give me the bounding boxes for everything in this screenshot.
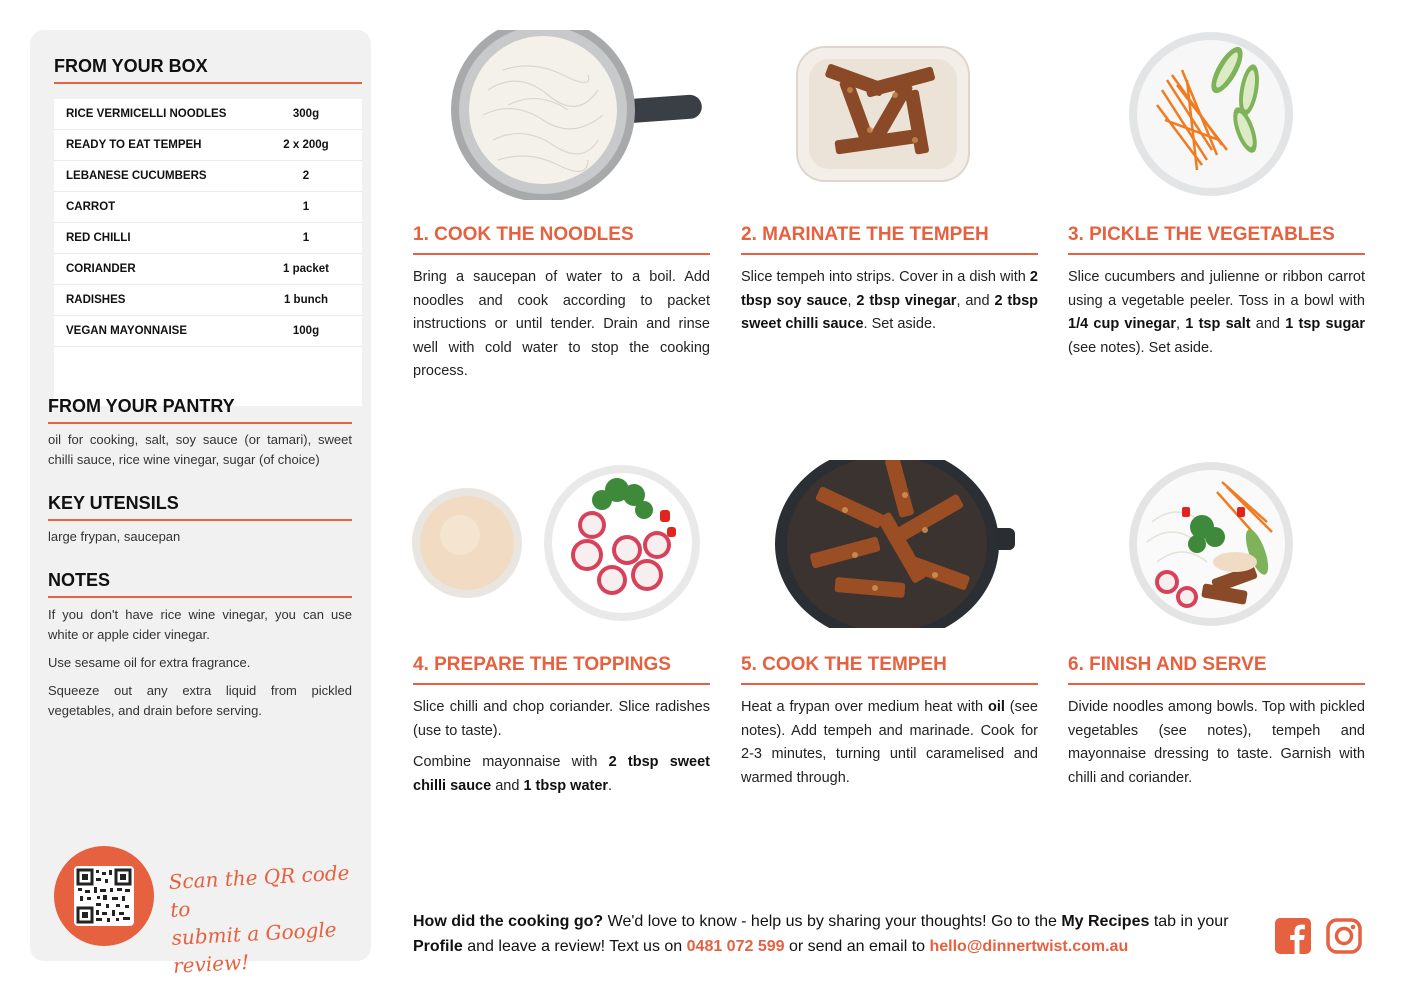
divider [1068,253,1365,255]
ingredient-row [54,99,362,130]
bold-run: 1 tsp sugar [1285,316,1366,332]
pantry-title: FROM YOUR PANTRY [48,396,235,416]
step-2-text [741,266,1038,337]
ingredient-name: READY TO EAT TEMPEH [66,139,202,151]
ingredient-name: VEGAN MAYONNAISE [66,325,187,337]
ingredient-qty: 1 bunch [283,294,329,306]
step-3-title: 3. PICKLE THE VEGETABLES [1068,224,1335,245]
text-run: and leave a review! Text us on [462,938,687,955]
ingredient-name: RICE VERMICELLI NOODLES [66,108,227,120]
note-item: If you don't have rice wine vinegar, you can use white or apple cider vinegar. [48,607,352,642]
qr-caption [168,857,377,979]
notes-title: NOTES [48,570,111,590]
step-1-text: Bring a saucepan of water to a boil. Add noodles and cook according to packet instructions or until tender. Drain and rinse well with cold water to stop the cooking process. [413,269,710,379]
qr-badge [54,846,154,946]
utensils-text: large frypan, saucepan [48,529,181,544]
step-6-title: 6. FINISH AND SERVE [1068,654,1267,675]
ingredient-qty: 1 [302,232,310,244]
ingredient-qty: 1 packet [282,263,330,275]
qr-caption-line: Scan the QR code to [168,860,350,922]
step-1-title: 1. COOK THE NOODLES [413,224,634,245]
text-run: , [847,292,857,309]
utensils-title: KEY UTENSILS [48,493,179,513]
email-link[interactable]: hello@dinnertwist.com.au [929,938,1129,955]
ingredient-row [54,192,362,223]
step-5-title: 5. COOK THE TEMPEH [741,654,947,675]
text-run: , and [956,292,995,309]
text-run: (see notes). Add tempeh and marinade. Cook for 2-3 minutes, turning until caramelised and warmed through. [741,699,1038,786]
text-run: and [491,777,524,794]
ingredient-name: CORIANDER [66,263,136,275]
text-run: . Set aside. [863,316,937,332]
ingredient-row [54,254,362,285]
pickled-vegetables-photo [1127,30,1295,198]
bold-run: 1 tsp salt [1185,316,1251,332]
divider [413,683,710,685]
ingredient-qty: 2 [302,170,310,182]
text-run: tab in your [1149,913,1229,930]
text-run: . [608,777,613,794]
bold-run: 1 tbsp water [523,777,609,794]
bold-run: 2 tbsp sweet chilli sauce [741,292,1038,332]
qr-caption-line: submit a Google review! [171,917,338,978]
bold-run: My Recipes [1061,913,1150,930]
text-run: and [1250,316,1286,332]
divider [48,519,352,521]
ingredient-name: RED CHILLI [66,232,131,244]
bold-run: How did the cooking go? [413,913,604,930]
noodles-saucepan-photo [448,30,704,200]
text-run: Combine mayonnaise with [413,754,609,770]
divider [48,596,352,598]
text-run: (see notes). Set aside. [1068,339,1214,356]
phone-link[interactable]: 0481 072 599 [686,938,785,955]
step-4-text [413,696,710,798]
bold-run: 2 tbsp sweet chilli sauce [413,754,711,794]
bold-run: oil [987,699,1005,715]
text-run: or send an email to [784,938,930,955]
bold-run: 2 tbsp vinegar [856,292,957,309]
ingredient-row [54,223,362,254]
tempeh-container-photo [795,45,975,185]
ingredient-row [54,130,362,161]
step-4-title: 4. PREPARE THE TOPPINGS [413,654,671,675]
text-run: Slice tempeh into strips. Cover in a dish with [741,269,1030,285]
ingredient-name: LEBANESE CUCUMBERS [66,170,207,182]
bold-run: 2 tbsp soy sauce [741,269,1038,309]
text-run: Heat a frypan over medium heat with [741,699,988,715]
ingredients-table [54,99,362,406]
step-2-title: 2. MARINATE THE TEMPEH [741,224,989,245]
toppings-photo [412,465,702,625]
divider [54,82,362,84]
step-5-text [741,696,1038,790]
text-run: We'd love to know - help us by sharing your thoughts! Go to the [603,913,1062,930]
ingredient-qty: 100g [292,325,320,337]
step-6-text: Divide noodles among bowls. Top with pickled vegetables (see notes), tempeh and mayonnaise dressing to taste. Garnish with chilli and coriander. [1068,699,1365,786]
ingredient-qty: 1 [302,201,310,213]
divider [1068,683,1365,685]
feedback-footer [413,909,1263,959]
instagram-icon[interactable] [1326,918,1362,954]
ingredient-name: RADISHES [66,294,126,306]
divider [413,253,710,255]
tempeh-frypan-photo [775,460,1015,628]
note-item: Squeeze out any extra liquid from pickled vegetables, and drain before serving. [48,683,352,718]
ingredient-row [54,316,362,347]
bold-run: Profile [413,938,463,955]
qr-code-icon[interactable] [74,866,134,926]
text-run: , [1176,316,1186,332]
text-run: Slice cucumbers and julienne or ribbon carrot using a vegetable peeler. Toss in a bowl with [1068,269,1365,309]
step-4-paragraph: Slice chilli and chop coriander. Slice radishes (use to taste). [413,699,710,739]
ingredient-name: CARROT [66,201,116,213]
ingredient-qty: 300g [292,108,320,120]
bold-run: 1/4 cup vinegar [1068,316,1176,332]
sidebar [30,30,371,978]
divider [48,422,352,424]
ingredient-row [54,285,362,316]
step-3-text [1068,266,1365,360]
divider [741,253,1038,255]
ingredient-qty: 2 x 200g [283,139,329,151]
ingredient-row [54,161,362,192]
step-4-paragraph [413,751,710,798]
divider [741,683,1038,685]
note-item: Use sesame oil for extra fragrance. [48,655,251,670]
pantry-text: oil for cooking, salt, soy sauce (or tamari), sweet chilli sauce, rice wine vinegar, sugar (of choice) [48,432,352,467]
from-your-box-title: FROM YOUR BOX [54,56,208,76]
facebook-icon[interactable] [1275,918,1311,954]
finished-bowl-photo [1127,462,1295,628]
